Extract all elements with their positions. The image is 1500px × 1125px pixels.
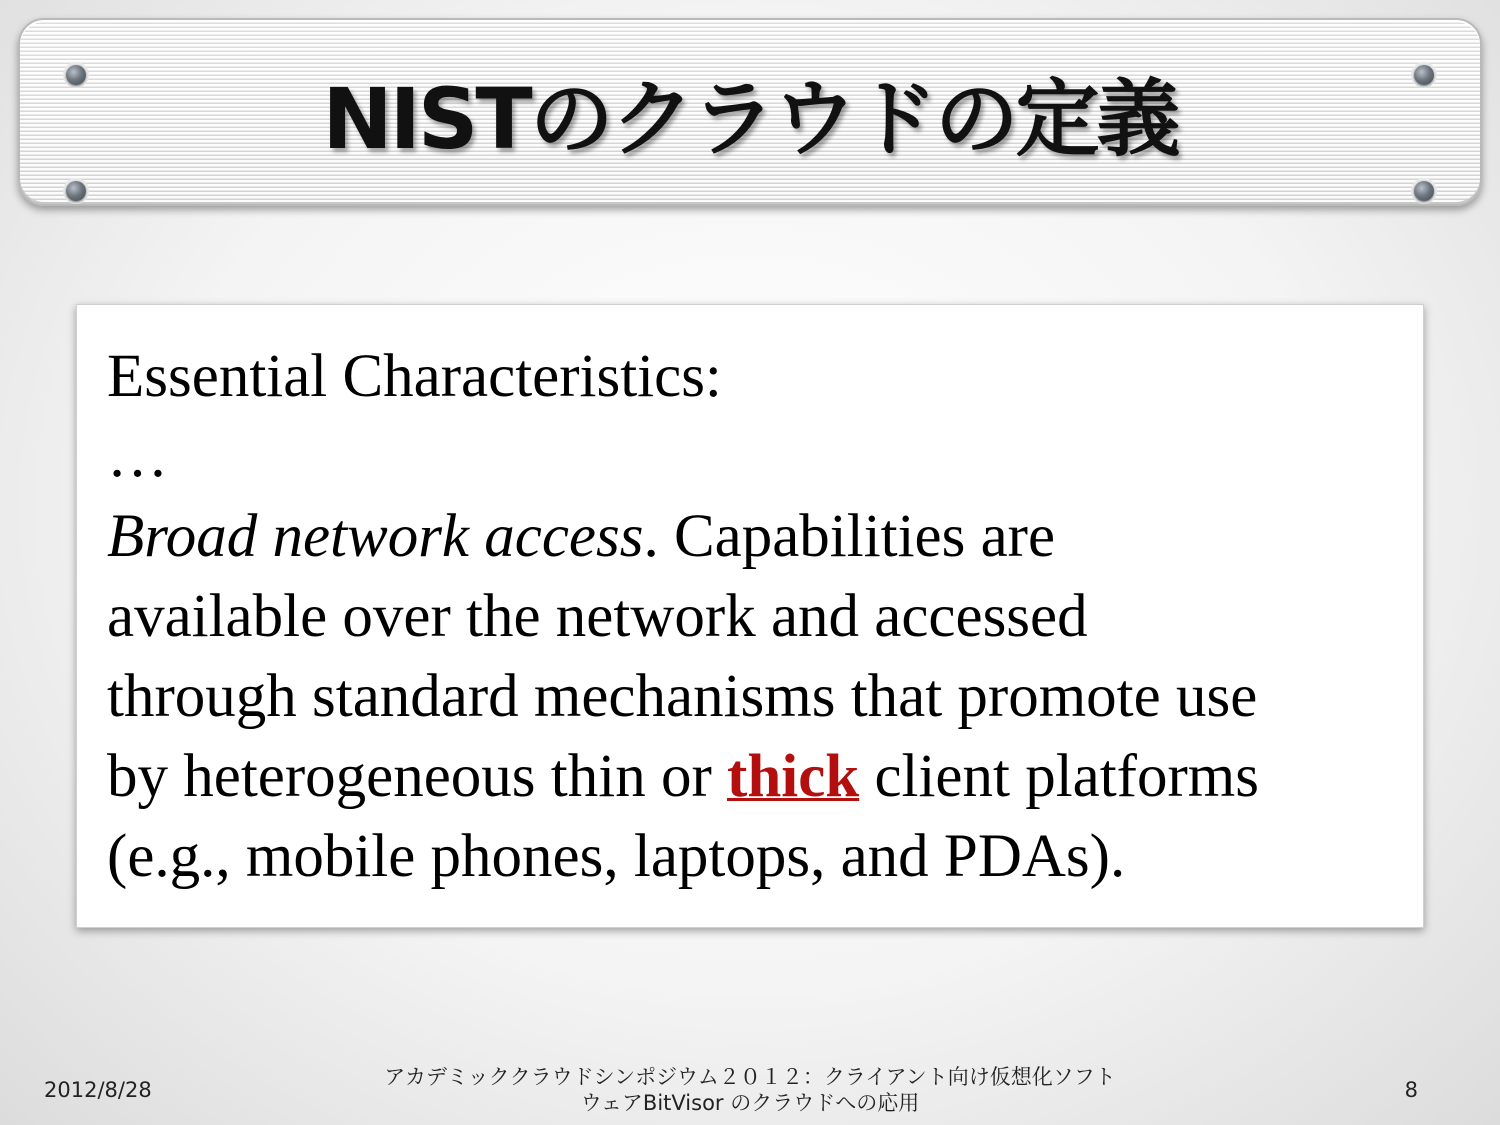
highlight-thick: thick [727,743,860,810]
section-heading: Essential Characteristics: [107,343,722,410]
definition-line-5: (e.g., mobile phones, laptops, and PDAs). [107,823,1126,890]
ellipsis: … [107,423,168,490]
footer-title-line-2: ウェアBitVisor のクラウドへの応用 [580,1091,920,1115]
footer-title-line-1: アカデミッククラウドシンポジウム２０１２：クライアント向け仮想化ソフト [384,1065,1116,1089]
definition-line-3: through standard mechanisms that promote use [107,663,1258,730]
definition-line-4 [107,737,1393,817]
footer-title [350,1064,1150,1116]
footer-date: 2012/8/28 [44,1078,152,1102]
definition-line-1-rest: . Capabilities are [643,503,1056,570]
definition-line-4-pre: by heterogeneous thin or [107,743,728,810]
definition-line-4-post: client platforms [859,743,1259,810]
definition-box [76,304,1424,928]
page-number: 8 [1404,1078,1418,1102]
definition-line-1 [107,497,1393,577]
slide-title: NISTのクラウドの定義 [322,69,1178,168]
definition-line-2: available over the network and accessed [107,583,1088,650]
term-broad-network-access: Broad network access [107,503,644,570]
